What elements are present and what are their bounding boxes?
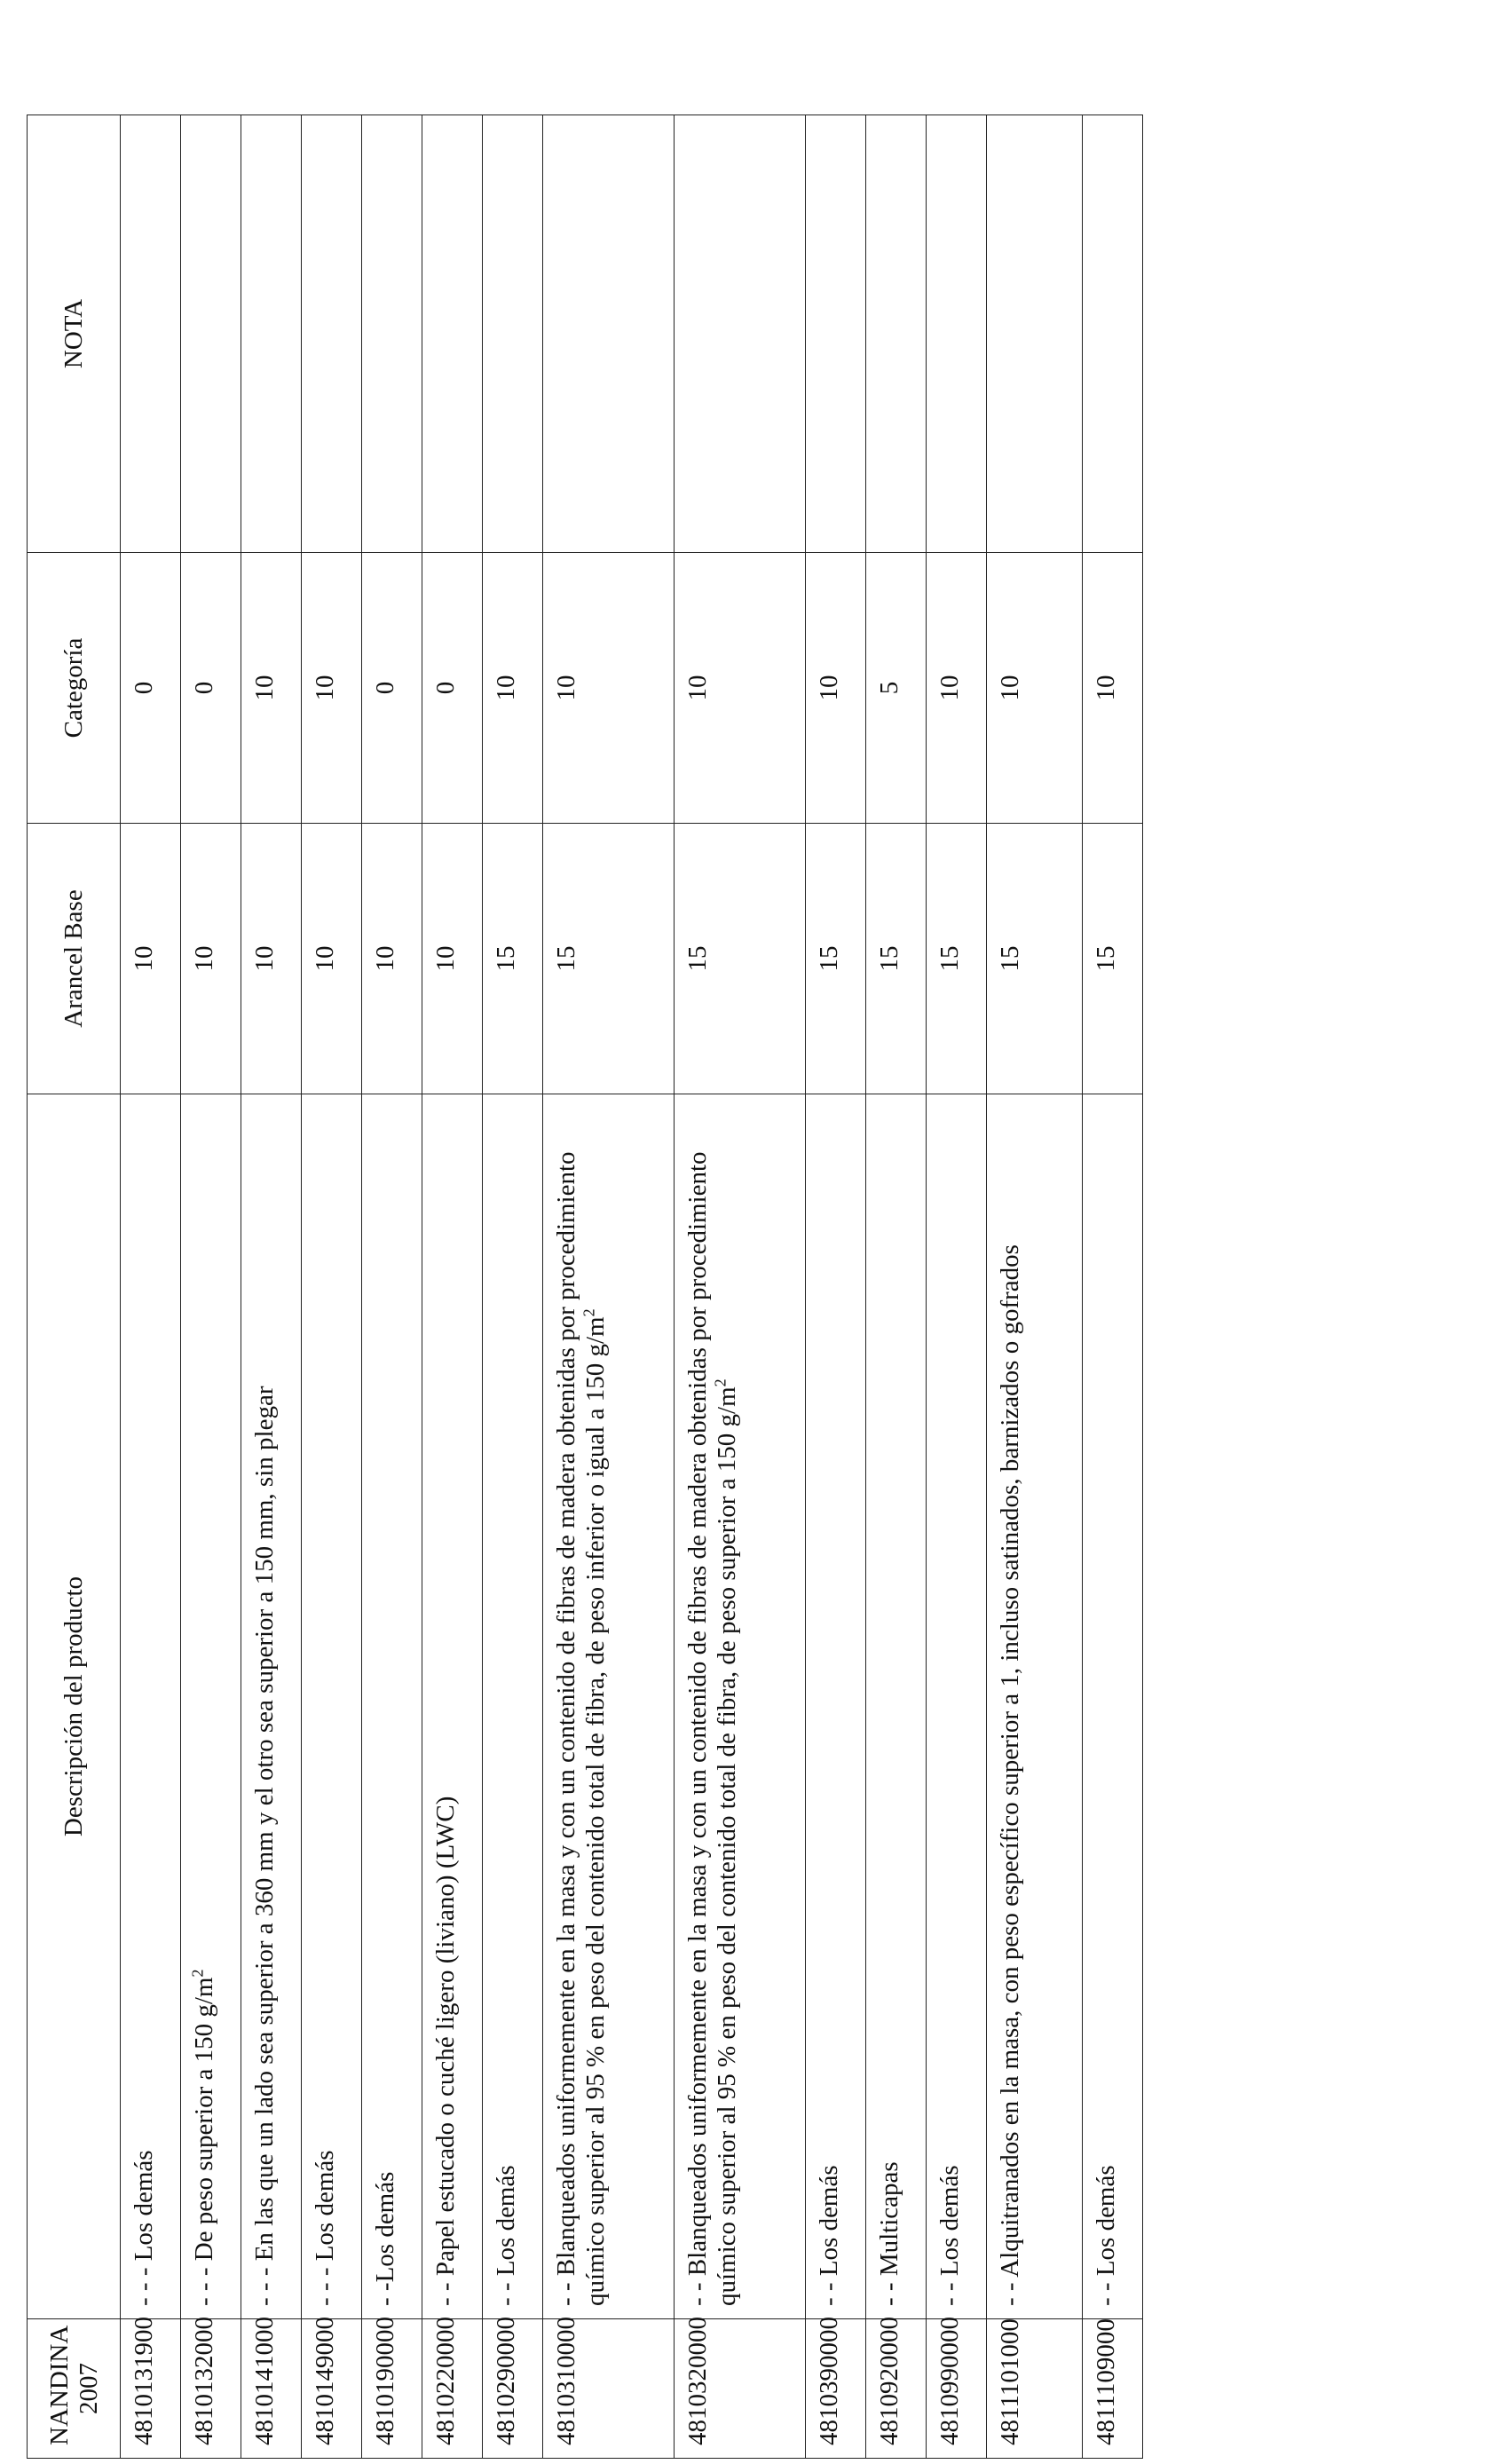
cell-categoria: 10 bbox=[1083, 553, 1143, 824]
cell-arancel-base: 15 bbox=[866, 824, 927, 1094]
cell-categoria: 10 bbox=[302, 553, 362, 824]
table-row bbox=[422, 115, 483, 2459]
cell-code: 4810920000 bbox=[866, 2319, 927, 2459]
cell-arancel-base: 10 bbox=[181, 824, 241, 1094]
description-text: - - Los demás bbox=[492, 2165, 520, 2306]
cell-nota bbox=[422, 115, 483, 553]
description-text: - - Papel estucado o cuché ligero (liviano) (LWC) bbox=[431, 1796, 460, 2306]
cell-nota bbox=[806, 115, 866, 553]
cell-categoria: 5 bbox=[866, 553, 927, 824]
cell-categoria: 0 bbox=[422, 553, 483, 824]
cell-nota bbox=[483, 115, 543, 553]
cell-description bbox=[483, 1094, 543, 2319]
cell-code: 4810149000 bbox=[302, 2319, 362, 2459]
cell-arancel-base: 15 bbox=[543, 824, 675, 1094]
cell-nota bbox=[987, 115, 1083, 553]
rotated-page bbox=[27, 115, 1120, 2459]
description-text: - - - Los demás bbox=[130, 2150, 158, 2306]
table-row bbox=[927, 115, 987, 2459]
cell-code: 4810990000 bbox=[927, 2319, 987, 2459]
cell-code: 4810390000 bbox=[806, 2319, 866, 2459]
cell-code: 4810220000 bbox=[422, 2319, 483, 2459]
header-arancel-base: Arancel Base bbox=[28, 824, 121, 1094]
cell-categoria: 10 bbox=[675, 553, 806, 824]
cell-code: 4810290000 bbox=[483, 2319, 543, 2459]
table-row bbox=[543, 115, 675, 2459]
cell-code: 4810131900 bbox=[121, 2319, 181, 2459]
description-text: - - Los demás bbox=[815, 2165, 843, 2306]
unit-superscript: 2 bbox=[188, 1969, 207, 1978]
cell-categoria: 10 bbox=[483, 553, 543, 824]
header-nota: NOTA bbox=[28, 115, 121, 553]
table-row bbox=[241, 115, 302, 2459]
cell-code: 4810190000 bbox=[362, 2319, 422, 2459]
cell-nota bbox=[1083, 115, 1143, 553]
cell-arancel-base: 15 bbox=[675, 824, 806, 1094]
tariff-table bbox=[27, 115, 1143, 2459]
table-row bbox=[987, 115, 1083, 2459]
description-text: - - Los demás bbox=[1092, 2165, 1120, 2306]
table-row bbox=[362, 115, 422, 2459]
cell-description bbox=[675, 1094, 806, 2319]
cell-description bbox=[181, 1094, 241, 2319]
description-text: - - - De peso superior a 150 g/m bbox=[190, 1977, 218, 2306]
cell-arancel-base: 10 bbox=[241, 824, 302, 1094]
table-row bbox=[483, 115, 543, 2459]
cell-code: 4810320000 bbox=[675, 2319, 806, 2459]
cell-arancel-base: 10 bbox=[362, 824, 422, 1094]
cell-code: 4810310000 bbox=[543, 2319, 675, 2459]
cell-arancel-base: 10 bbox=[302, 824, 362, 1094]
cell-nota bbox=[121, 115, 181, 553]
unit-superscript: 2 bbox=[711, 1378, 730, 1387]
cell-arancel-base: 15 bbox=[483, 824, 543, 1094]
cell-description bbox=[302, 1094, 362, 2319]
cell-description bbox=[362, 1094, 422, 2319]
cell-nota bbox=[181, 115, 241, 553]
cell-description bbox=[927, 1094, 987, 2319]
cell-arancel-base: 15 bbox=[987, 824, 1083, 1094]
cell-categoria: 0 bbox=[362, 553, 422, 824]
table-row bbox=[806, 115, 866, 2459]
cell-code: 4810141000 bbox=[241, 2319, 302, 2459]
description-text: - - Multicapas bbox=[875, 2161, 903, 2306]
cell-nota bbox=[675, 115, 806, 553]
cell-nota bbox=[927, 115, 987, 553]
description-text: - - Blanqueados uniformemente en la masa y con un contenido de fibras de madera obtenidas por procedimiento químico superior al 95 % en peso del contenido total de fibra, de peso superior a 150 g/m bbox=[683, 1151, 742, 2306]
cell-arancel-base: 10 bbox=[121, 824, 181, 1094]
cell-categoria: 10 bbox=[806, 553, 866, 824]
cell-nota bbox=[302, 115, 362, 553]
cell-categoria: 10 bbox=[927, 553, 987, 824]
cell-categoria: 10 bbox=[543, 553, 675, 824]
cell-nota bbox=[866, 115, 927, 553]
cell-description bbox=[987, 1094, 1083, 2319]
cell-arancel-base: 10 bbox=[422, 824, 483, 1094]
unit-superscript: 2 bbox=[580, 1308, 598, 1317]
description-text: - - Alquitranados en la masa, con peso específico superior a 1, incluso satinados, barnizados o gofrados bbox=[996, 1244, 1024, 2306]
cell-nota bbox=[362, 115, 422, 553]
table-header-row bbox=[28, 115, 121, 2459]
cell-description bbox=[241, 1094, 302, 2319]
header-categoria: Categoría bbox=[28, 553, 121, 824]
cell-arancel-base: 15 bbox=[1083, 824, 1143, 1094]
table-row bbox=[302, 115, 362, 2459]
table-row bbox=[866, 115, 927, 2459]
description-text: - - - En las que un lado sea superior a 360 mm y el otro sea superior a 150 mm, sin plegar bbox=[250, 1386, 279, 2306]
cell-code: 4811101000 bbox=[987, 2319, 1083, 2459]
cell-nota bbox=[543, 115, 675, 553]
description-text: - -Los demás bbox=[371, 2171, 399, 2306]
cell-nota bbox=[241, 115, 302, 553]
description-text: - - - Los demás bbox=[311, 2150, 339, 2306]
table-row bbox=[1083, 115, 1143, 2459]
cell-arancel-base: 15 bbox=[806, 824, 866, 1094]
cell-categoria: 0 bbox=[121, 553, 181, 824]
cell-code: 4810132000 bbox=[181, 2319, 241, 2459]
table-body bbox=[121, 115, 1143, 2459]
cell-description bbox=[866, 1094, 927, 2319]
description-text: - - Los demás bbox=[935, 2165, 964, 2306]
table-row bbox=[181, 115, 241, 2459]
cell-code: 4811109000 bbox=[1083, 2319, 1143, 2459]
table-row bbox=[675, 115, 806, 2459]
cell-description bbox=[543, 1094, 675, 2319]
cell-categoria: 0 bbox=[181, 553, 241, 824]
cell-description bbox=[121, 1094, 181, 2319]
header-nandina: NANDINA 2007 bbox=[28, 2319, 121, 2459]
cell-description bbox=[1083, 1094, 1143, 2319]
table-row bbox=[121, 115, 181, 2459]
cell-description bbox=[806, 1094, 866, 2319]
cell-categoria: 10 bbox=[241, 553, 302, 824]
cell-categoria: 10 bbox=[987, 553, 1083, 824]
description-text: - - Blanqueados uniformemente en la masa y con un contenido de fibras de madera obtenidas por procedimiento químico superior al 95 % en peso del contenido total de fibra, de peso inferior o igual a 150 g/m bbox=[552, 1151, 611, 2306]
header-description: Descripción del producto bbox=[28, 1094, 121, 2319]
cell-description bbox=[422, 1094, 483, 2319]
cell-arancel-base: 15 bbox=[927, 824, 987, 1094]
